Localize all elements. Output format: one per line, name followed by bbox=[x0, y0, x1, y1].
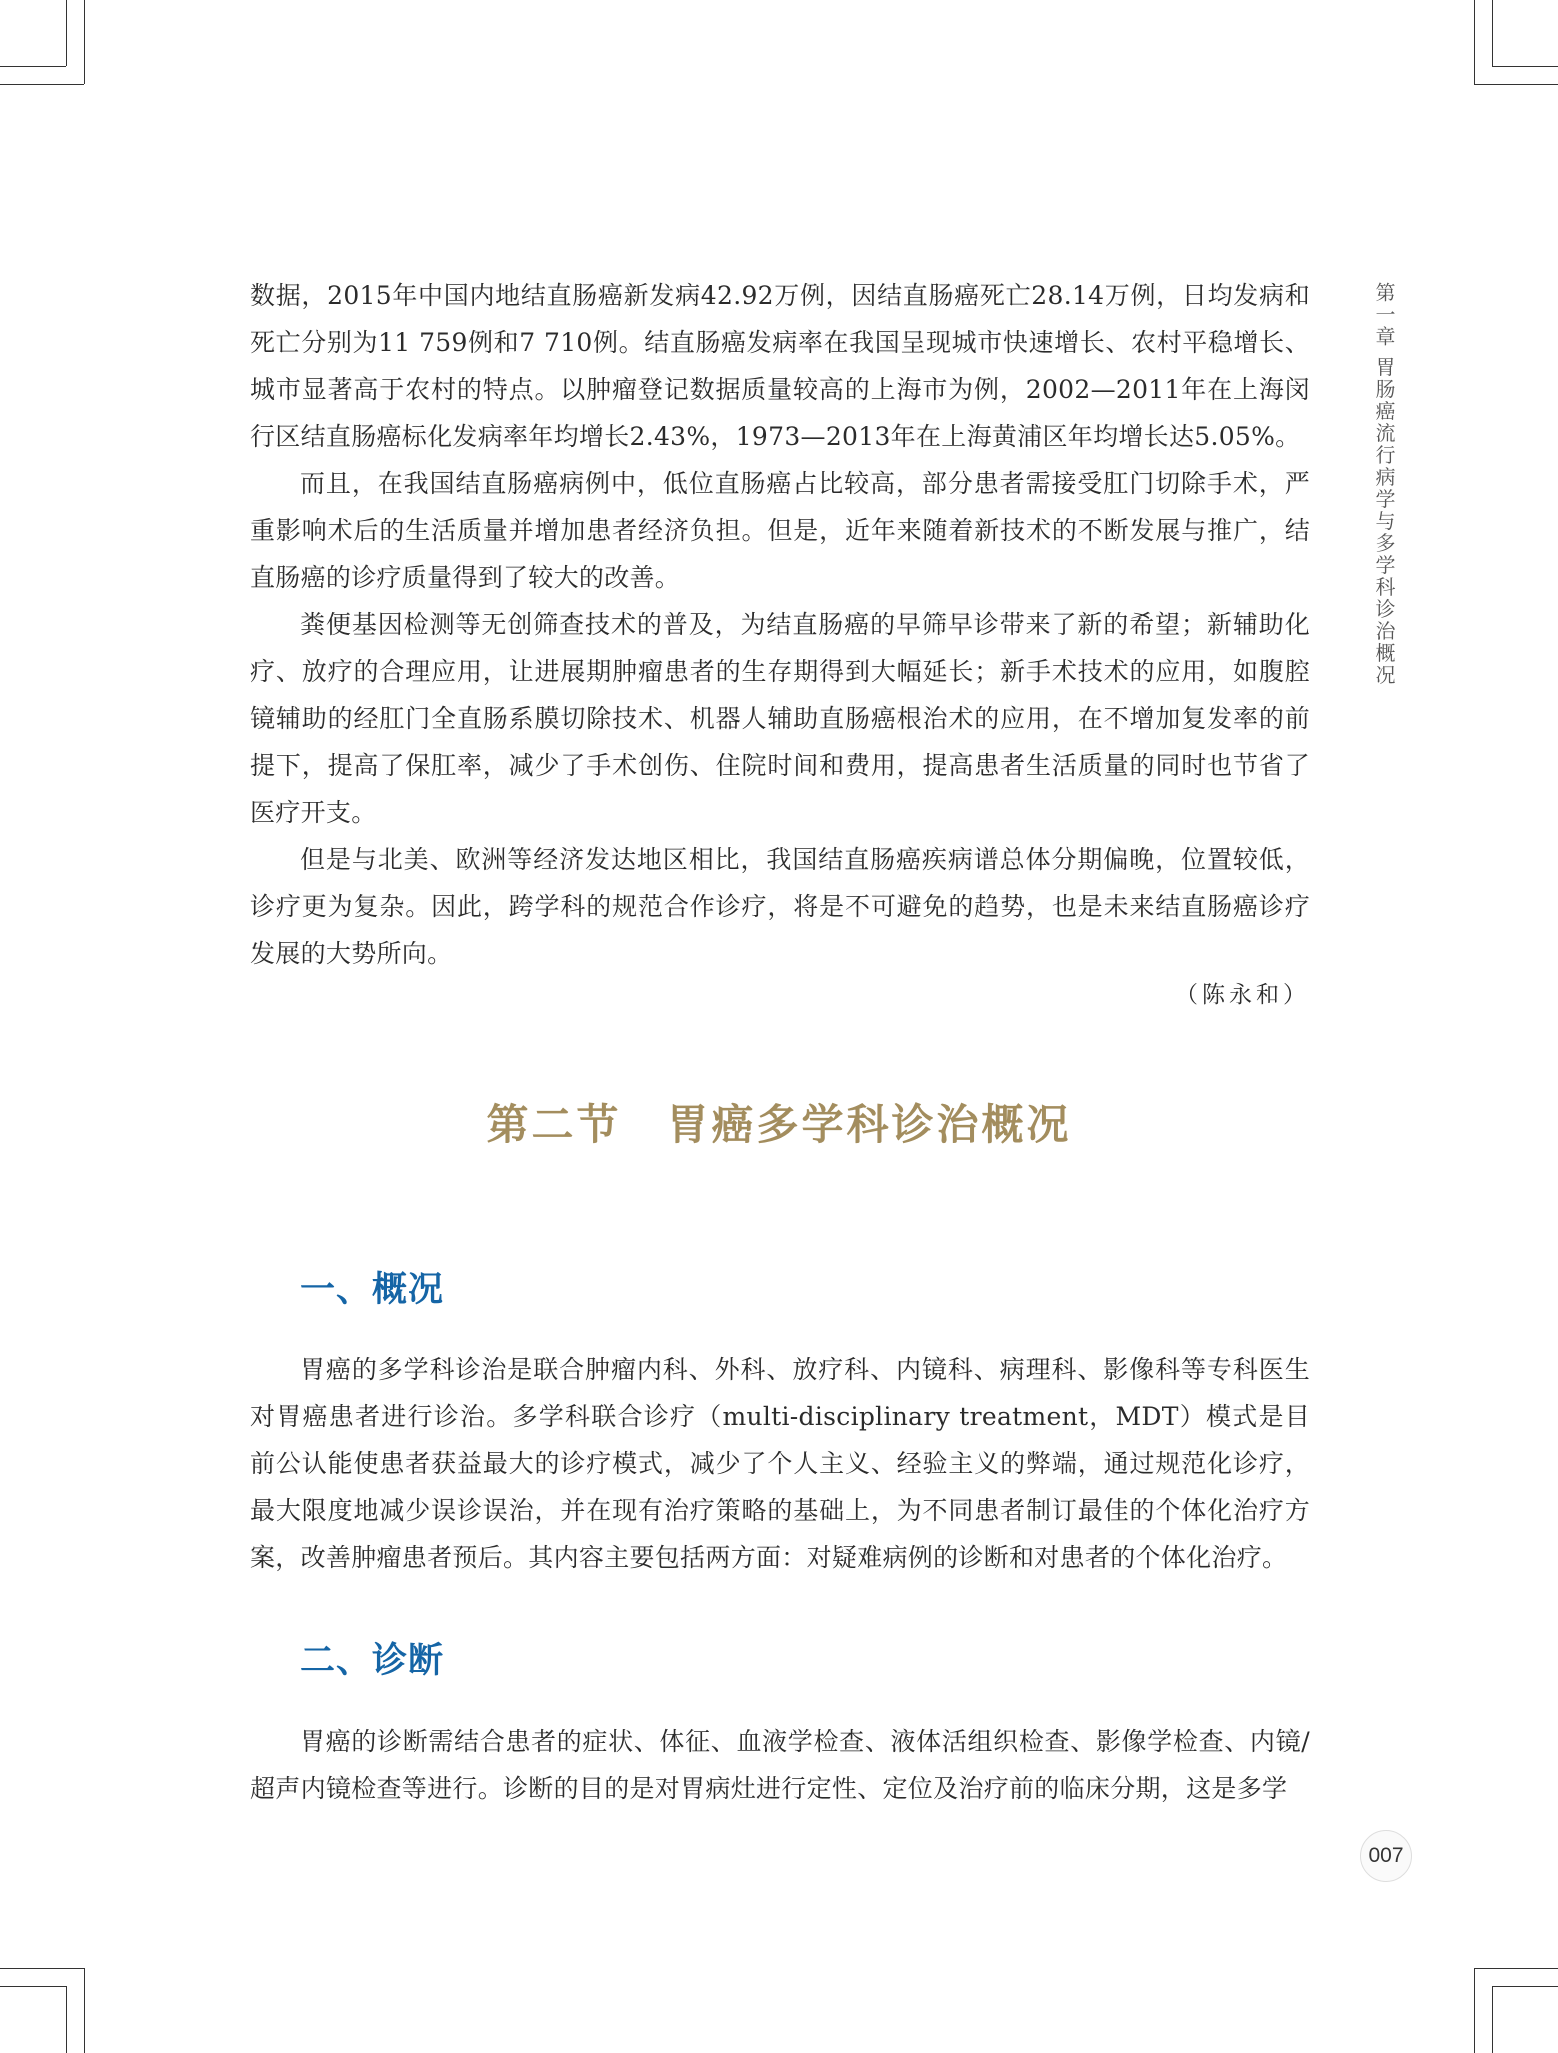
overview-text-block bbox=[250, 1346, 1310, 1581]
page-number: 007 bbox=[1360, 1830, 1412, 1882]
paragraph: 数据，2015年中国内地结直肠癌新发病42.92万例，因结直肠癌死亡28.14万例，日均发病和死亡分别为11 759例和7 710例。结直肠癌发病率在我国呈现城市快速增长、农村平稳增长、城市显著高于农村的特点。以肿瘤登记数据质量较高的上海市为例，2002—2011年在上海闵行区结直肠癌标化发病率年均增长2.43%，1973—2013年在上海黄浦区年均增长达5.05%。 bbox=[250, 281, 1310, 451]
heading-diagnosis: 二、诊断 bbox=[300, 1641, 445, 1681]
paragraph: 粪便基因检测等无创筛查技术的普及，为结直肠癌的早筛早诊带来了新的希望；新辅助化疗、放疗的合理应用，让进展期肿瘤患者的生存期得到大幅延长；新手术技术的应用，如腹腔镜辅助的经肛门全直肠系膜切除技术、机器人辅助直肠癌根治术的应用，在不增加复发率的前提下，提高了保肛率，减少了手术创伤、住院时间和费用，提高患者生活质量的同时也节省了医疗开支。 bbox=[250, 610, 1310, 827]
author-attribution: （陈永和） bbox=[1175, 982, 1310, 1008]
paragraph: 胃癌的多学科诊治是联合肿瘤内科、外科、放疗科、内镜科、病理科、影像科等专科医生对胃癌患者进行诊治。多学科联合诊疗（multi-disciplinary treatment，MDT）模式是目前公认能使患者获益最大的诊疗模式，减少了个人主义、经验主义的弊端，通过规范化诊疗，最大限度地减少误诊误治，并在现有治疗策略的基础上，为不同患者制订最佳的个体化治疗方案，改善肿瘤患者预后。其内容主要包括两方面：对疑难病例的诊断和对患者的个体化治疗。 bbox=[250, 1355, 1310, 1572]
top-text-block bbox=[250, 272, 1310, 977]
paragraph: 而且，在我国结直肠癌病例中，低位直肠癌占比较高，部分患者需接受肛门切除手术，严重影响术后的生活质量并增加患者经济负担。但是，近年来随着新技术的不断发展与推广，结直肠癌的诊疗质量得到了较大的改善。 bbox=[250, 469, 1310, 592]
diagnosis-text-block bbox=[250, 1718, 1310, 1812]
section-title: 第二节 胃癌多学科诊治概况 bbox=[486, 1100, 1072, 1149]
running-head: 第一章 胃肠癌流行病学与多学科诊治概况 bbox=[1372, 282, 1396, 687]
heading-overview: 一、概况 bbox=[300, 1270, 445, 1310]
paragraph: 胃癌的诊断需结合患者的症状、体征、血液学检查、液体活组织检查、影像学检查、内镜/超声内镜检查等进行。诊断的目的是对胃病灶进行定性、定位及治疗前的临床分期，这是多学 bbox=[250, 1727, 1310, 1803]
paragraph: 但是与北美、欧洲等经济发达地区相比，我国结直肠癌疾病谱总体分期偏晚，位置较低，诊疗更为复杂。因此，跨学科的规范合作诊疗，将是不可避免的趋势，也是未来结直肠癌诊疗发展的大势所向。 bbox=[250, 845, 1310, 968]
